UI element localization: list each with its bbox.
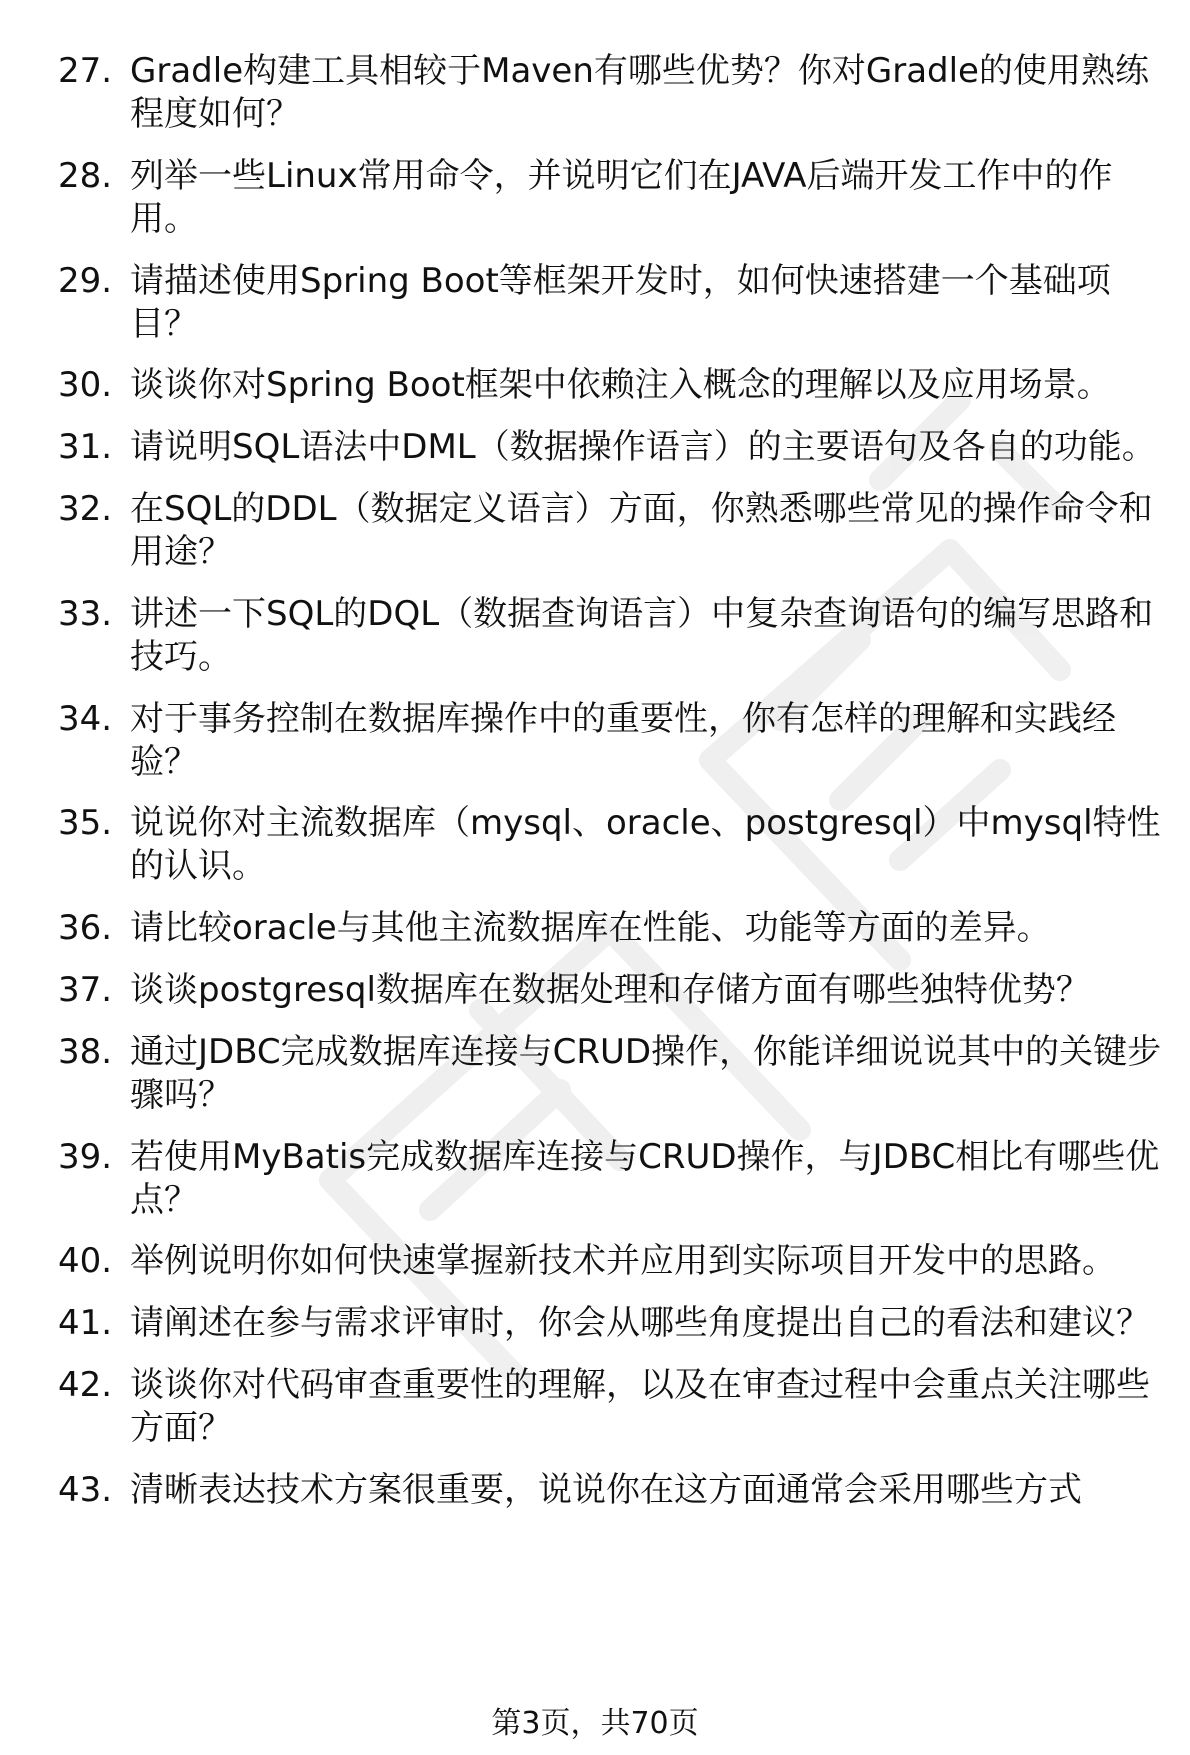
question-item bbox=[58, 907, 1168, 950]
question-number: 36. bbox=[58, 908, 113, 949]
question-text: 列举一些Linux常用命令，并说明它们在JAVA后端开发工作中的作用。 bbox=[130, 155, 1113, 239]
question-item bbox=[58, 1364, 1168, 1450]
question-number: 43. bbox=[58, 1469, 113, 1510]
question-item bbox=[58, 1302, 1168, 1345]
question-text: 请描述使用Spring Boot等框架开发时，如何快速搭建一个基础项目？ bbox=[130, 260, 1111, 344]
question-text: 请比较oracle与其他主流数据库在性能、功能等方面的差异。 bbox=[130, 908, 1051, 949]
question-number: 32. bbox=[58, 488, 113, 529]
question-item bbox=[58, 1469, 1168, 1512]
question-text: Gradle构建工具相较于Maven有哪些优势？你对Gradle的使用熟练程度如何？ bbox=[130, 51, 1149, 134]
question-text: 举例说明你如何快速掌握新技术并应用到实际项目开发中的思路。 bbox=[130, 1241, 1116, 1282]
question-item bbox=[58, 426, 1168, 469]
question-number: 38. bbox=[58, 1031, 113, 1072]
question-number: 37. bbox=[58, 969, 113, 1010]
question-number: 39. bbox=[58, 1136, 113, 1177]
question-item bbox=[58, 260, 1168, 346]
question-item bbox=[58, 969, 1168, 1012]
question-text: 谈谈你对Spring Boot框架中依赖注入概念的理解以及应用场景。 bbox=[130, 365, 1111, 406]
question-item bbox=[58, 364, 1168, 407]
question-item bbox=[58, 488, 1168, 574]
page-footer: 第3页，共70页 bbox=[491, 1706, 699, 1741]
question-number: 41. bbox=[58, 1303, 113, 1344]
question-text: 在SQL的DDL（数据定义语言）方面，你熟悉哪些常见的操作命令和用途？ bbox=[130, 488, 1153, 572]
question-text: 清晰表达技术方案很重要，说说你在这方面通常会采用哪些方式 bbox=[130, 1469, 1082, 1510]
question-text: 讲述一下SQL的DQL（数据查询语言）中复杂查询语句的编写思路和技巧。 bbox=[130, 593, 1154, 677]
question-number: 40. bbox=[58, 1241, 113, 1282]
question-list bbox=[58, 50, 1168, 1531]
question-item bbox=[58, 1240, 1168, 1283]
question-text: 通过JDBC完成数据库连接与CRUD操作，你能详细说说其中的关键步骤吗？ bbox=[130, 1031, 1162, 1115]
question-text: 对于事务控制在数据库操作中的重要性，你有怎样的理解和实践经验？ bbox=[130, 698, 1116, 782]
question-item bbox=[58, 698, 1168, 784]
question-item bbox=[58, 1031, 1168, 1117]
question-number: 33. bbox=[58, 593, 113, 634]
question-number: 42. bbox=[58, 1364, 113, 1405]
question-text: 谈谈postgresql数据库在数据处理和存储方面有哪些独特优势？ bbox=[130, 969, 1090, 1010]
question-item bbox=[58, 50, 1168, 136]
question-item bbox=[58, 802, 1168, 888]
question-number: 27. bbox=[58, 51, 113, 91]
question-number: 28. bbox=[58, 155, 113, 196]
question-text: 谈谈你对代码审查重要性的理解，以及在审查过程中会重点关注哪些方面？ bbox=[130, 1364, 1150, 1448]
question-number: 35. bbox=[58, 803, 113, 844]
question-text: 说说你对主流数据库（mysql、oracle、postgresql）中mysql特性的认识。 bbox=[130, 803, 1161, 887]
question-item bbox=[58, 1136, 1168, 1222]
question-text: 请说明SQL语法中DML（数据操作语言）的主要语句及各自的功能。 bbox=[130, 427, 1156, 468]
question-text: 若使用MyBatis完成数据库连接与CRUD操作，与JDBC相比有哪些优点？ bbox=[130, 1136, 1160, 1220]
question-number: 30. bbox=[58, 365, 113, 406]
question-number: 34. bbox=[58, 698, 113, 739]
question-number: 29. bbox=[58, 260, 113, 301]
question-item bbox=[58, 593, 1168, 679]
question-item bbox=[58, 155, 1168, 241]
question-text: 请阐述在参与需求评审时，你会从哪些角度提出自己的看法和建议？ bbox=[130, 1303, 1150, 1344]
question-number: 31. bbox=[58, 427, 113, 468]
